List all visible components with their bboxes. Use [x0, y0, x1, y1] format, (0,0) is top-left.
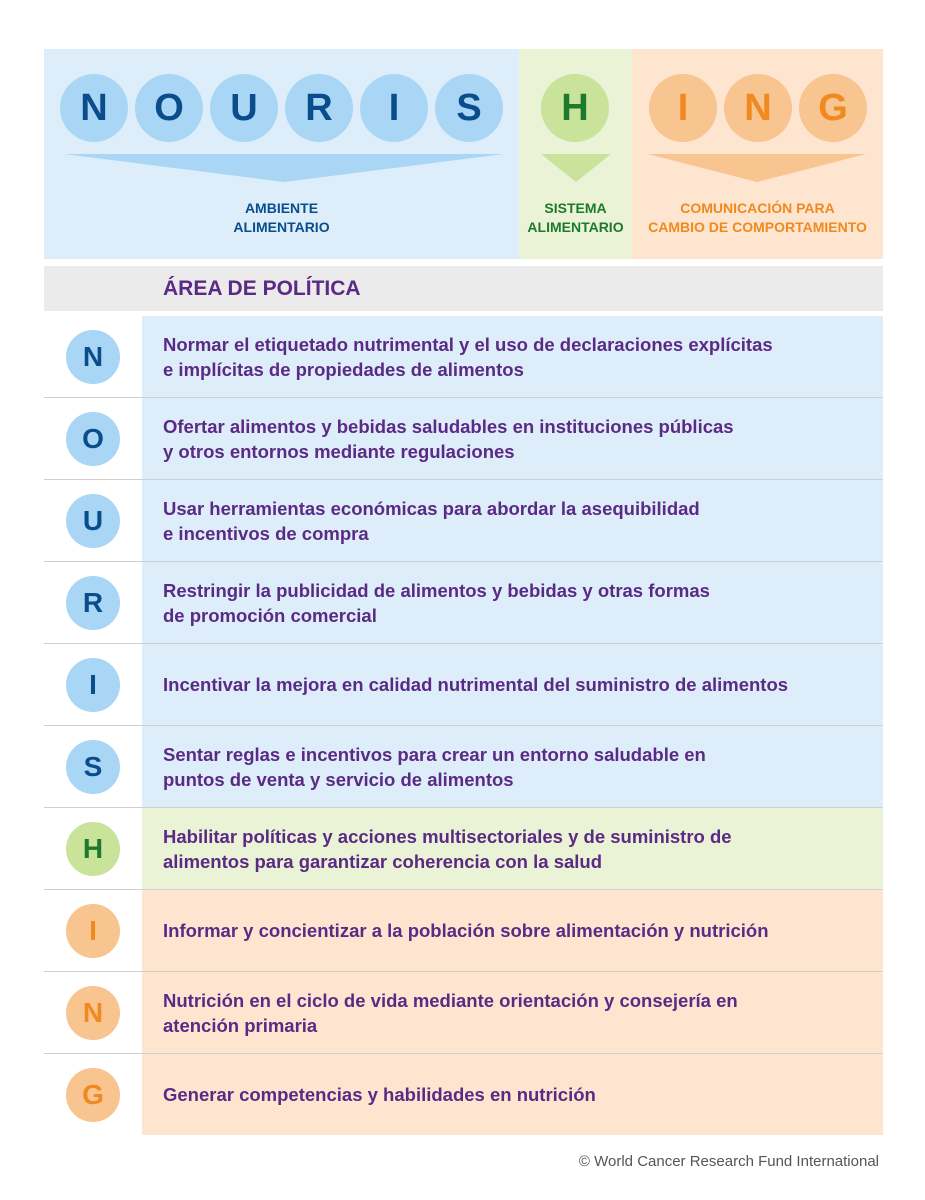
zone-food-system [519, 49, 632, 259]
zone-label-blue: AMBIENTE ALIMENTARIO [233, 200, 330, 235]
policy-row [44, 972, 883, 1054]
banner-letter-h-circle: H [541, 74, 609, 142]
table-header-title: ÁREA DE POLÍTICA [163, 277, 361, 300]
policy-row [44, 1054, 883, 1136]
policy-text: Nutrición en el ciclo de vida mediante orientación y consejería en atención primaria [163, 989, 738, 1036]
row-letter-circle: N [66, 986, 120, 1040]
row-letter-circle: I [66, 658, 120, 712]
banner-letter-s-circle: S [435, 74, 503, 142]
row-letter-circle: N [66, 330, 120, 384]
zone-label-green: SISTEMA ALIMENTARIO [527, 200, 624, 235]
policy-text: Normar el etiquetado nutrimental y el uso de declaraciones explícitas e implícitas de propiedades de alimentos [163, 333, 773, 380]
down-arrow-green-icon [541, 154, 611, 182]
zone-label-orange: COMUNICACIÓN PARA CAMBIO DE COMPORTAMIENTO [648, 200, 867, 235]
policy-row [44, 316, 883, 398]
row-letter-circle: O [66, 412, 120, 466]
row-letter-circle: G [66, 1068, 120, 1122]
zone-food-environment [44, 49, 519, 259]
row-letter-circle: I [66, 904, 120, 958]
policy-row [44, 398, 883, 480]
banner-letter-o-circle: O [135, 74, 203, 142]
policy-text: Restringir la publicidad de alimentos y bebidas y otras formas de promoción comercial [163, 579, 710, 626]
banner-letter-i-circle: I [360, 74, 428, 142]
table-header [44, 266, 883, 311]
down-arrow-orange-icon [648, 154, 866, 182]
row-letter-circle: U [66, 494, 120, 548]
policy-row [44, 644, 883, 726]
policy-text: Habilitar políticas y acciones multisectoriales y de suministro de alimentos para garantizar coherencia con la salud [163, 825, 732, 872]
policy-row [44, 726, 883, 808]
policy-row [44, 480, 883, 562]
row-letter-circle: H [66, 822, 120, 876]
policy-row [44, 562, 883, 644]
policy-text: Informar y concientizar a la población sobre alimentación y nutrición [163, 920, 769, 941]
policy-text: Incentivar la mejora en calidad nutrimental del suministro de alimentos [163, 674, 789, 695]
policy-text: Generar competencias y habilidades en nutrición [163, 1084, 596, 1105]
banner-letter-r-circle: R [285, 74, 353, 142]
row-letter-circle: S [66, 740, 120, 794]
nourishing-banner [44, 49, 883, 259]
policy-text: Sentar reglas e incentivos para crear un entorno saludable en puntos de venta y servicio de alimentos [163, 743, 706, 790]
banner-letter-u-circle: U [210, 74, 278, 142]
policy-rows [44, 316, 883, 1136]
copyright-notice: © World Cancer Research Fund International [578, 1153, 879, 1170]
policy-row [44, 808, 883, 890]
policy-text: Ofertar alimentos y bebidas saludables en instituciones públicas y otros entornos mediante regulaciones [163, 415, 734, 462]
zone-behaviour-change [632, 49, 883, 259]
banner-letter-n-circle: N [60, 74, 128, 142]
policy-text: Usar herramientas económicas para abordar la asequibilidad e incentivos de compra [163, 497, 700, 544]
row-letter-circle: R [66, 576, 120, 630]
down-arrow-blue-icon [64, 154, 504, 182]
banner-letter-i-circle: I [649, 74, 717, 142]
policy-row [44, 890, 883, 972]
banner-letter-g-circle: G [799, 74, 867, 142]
banner-letter-n-circle: N [724, 74, 792, 142]
